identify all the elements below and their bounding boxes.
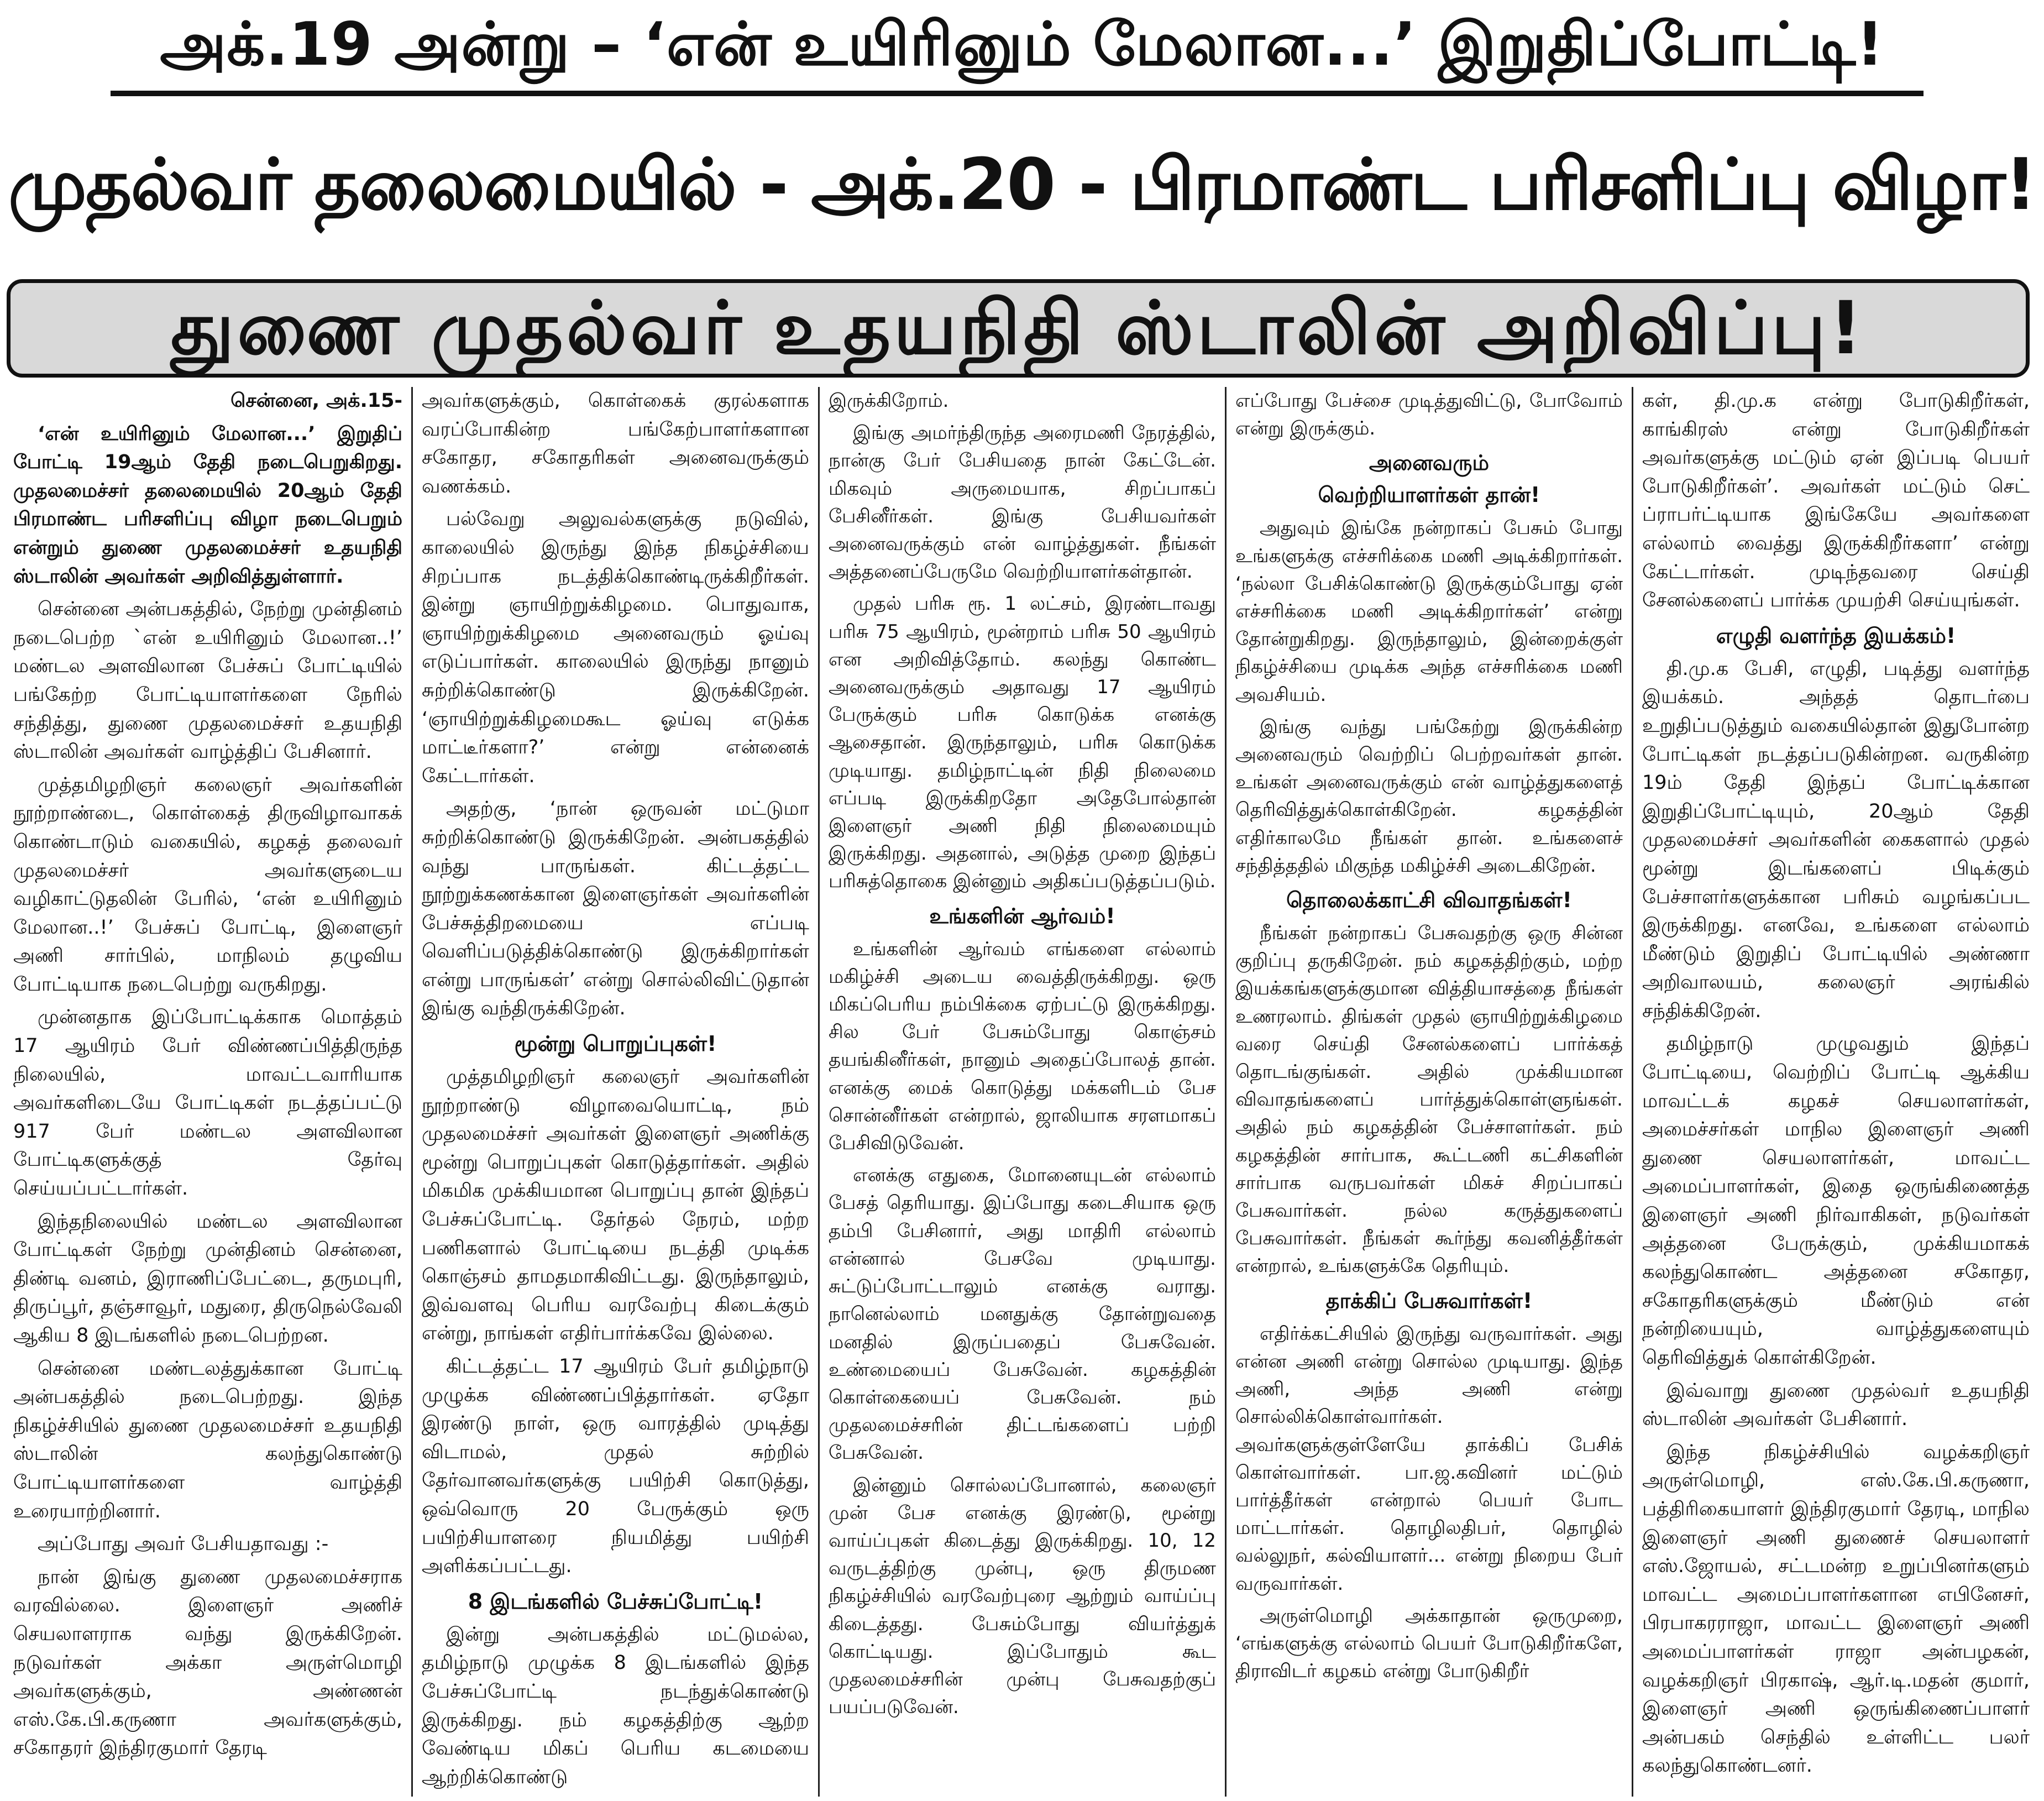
main-headline: முதல்வர் தலைமையில் - அக்.20 - பிரமாண்ட பரிசளிப்பு விழா! (8, 144, 2036, 226)
paragraph: அவர்களுக்கும், கொள்கைக் குரல்களாக வரப்போகின்ற பங்கேற்பாளர்களான சகோதர, சகோதரிகள் அனைவருக்கும் வணக்கம். (422, 390, 809, 498)
paragraph: எனக்கு எதுகை, மோனையுடன் எல்லாம் பேசத் தெரியாது. இப்போது கடைசியாக ஒரு தம்பி பேசினார், அது மாதிரி எல்லாம் என்னால் பேசவே முடியாது. சுட்டுப்போட்டாலும் எனக்கு வராது. நானெல்லாம் மனதுக்கு தோன்றுவதை மனதில் இருப்பதைப் பேசுவேன். உண்மையைப் பேசுவேன். கழகத்தின் கொள்கையைப் பேசுவேன். நம் முதலமைச்சரின் திட்டங்களைப் பற்றி பேசுவேன். (829, 1164, 1216, 1464)
paragraph: பல்வேறு அலுவல்களுக்கு நடுவில், காலையில் இருந்து இந்த நிகழ்ச்சியை சிறப்பாக நடத்திக்கொண்டிருக்கிறீர்கள். இன்று ஞாயிற்றுக்கிழமை. பொதுவாக, ஞாயிற்றுக்கிழமை அனைவரும் ஓய்வு எடுப்பார்கள். காலையில் இருந்து நானும் சுற்றிக்கொண்டு இருக்கிறேன். ‘ஞாயிற்றுக்கிழமைகூட ஓய்வு எடுக்க மாட்டீர்களா?’ என்று என்னைக் கேட்டார்கள். (422, 508, 809, 787)
paragraph: இன்னும் சொல்லப்போனால், கலைஞர் முன் பேச எனக்கு இரண்டு, மூன்று வாய்ப்புகள் கிடைத்து இருக்கிறது. 10, 12 வருடத்திற்கு முன்பு, ஒரு திருமண நிகழ்ச்சியில் வரவேற்புரை ஆற்றும் வாய்ப்பு கிடைத்தது. பேசும்போது வியர்த்துக் கொட்டியது. இப்போதும் கூட முதலமைச்சரின் முன்பு பேசுவதற்குப் பயப்படுவேன். (829, 1474, 1216, 1719)
subheading: 8 இடங்களில் பேச்சுப்போட்டி! (468, 1589, 763, 1614)
column-4 (1225, 387, 1632, 1797)
subheading: உங்களின் ஆர்வம்! (929, 903, 1115, 928)
paragraph: அருள்மொழி அக்காதான் ஒருமுறை, ‘எங்களுக்கு எல்லாம் பெயர் போடுகிறீர்களே, திராவிடர் கழகம் என்று போடுகிறீர் (1235, 1604, 1623, 1683)
paragraph: இந்தநிலையில் மண்டல அளவிலான போட்டிகள் நேற்று முன்தினம் சென்னை, திண்டி வனம், இராணிப்பேட்டை, தருமபுரி, திருப்பூர், தஞ்சாவூர், மதுரை, திருநெல்வேலி ஆகிய 8 இடங்களில் நடைபெற்றன. (13, 1210, 402, 1347)
paragraph: தமிழ்நாடு முழுவதும் இந்தப் போட்டியை, வெற்றிப் போட்டி ஆக்கிய மாவட்டக் கழகச் செயலாளர்கள், அமைச்சர்கள் மாநில இளைஞர் அணி துணை செயலாளர்கள், மாவட்ட அமைப்பாளர்கள், இதை ஒருங்கிணைத்த இளைஞர் அணி நிர்வாகிகள், நடுவர்கள் அத்தனை பேருக்கும், முக்கியமாகக் கலந்துகொண்ட அத்தனை சகோதர, சகோதரிகளுக்கும் மீண்டும் என் நன்றியையும், வாழ்த்துகளையும் தெரிவித்துக் கொள்கிறேன். (1642, 1033, 2030, 1369)
paragraph: நான் இங்கு துணை முதலமைச்சராக வரவில்லை. இளைஞர் அணிச் செயலாளராக வந்து இருக்கிறேன். நடுவர்கள் அக்கா அருள்மொழி அவர்களுக்கும், அண்ணன் எஸ்.கே.பி.கருணா அவர்களுக்கும், சகோதரர் இந்திரகுமார் தேரடி (13, 1566, 402, 1760)
headline-rule-top (111, 91, 1924, 96)
paragraph: கிட்டத்தட்ட 17 ஆயிரம் பேர் தமிழ்நாடு முழுக்க விண்ணப்பித்தார்கள். ஏதோ இரண்டு நாள், ஒரு வாரத்தில் முடித்து விடாமல், முதல் சுற்றில் தேர்வானவர்களுக்கு பயிற்சி கொடுத்து, ஒவ்வொரு 20 பேருக்கும் ஒரு பயிற்சியாளரை நியமித்து பயிற்சி அளிக்கப்பட்டது. (422, 1355, 809, 1578)
subheading: அனைவரும் (1369, 451, 1490, 475)
subheading: வெற்றியாளர்கள் தான்! (1318, 483, 1540, 507)
column-1 (4, 387, 411, 1797)
subheading: மூன்று பொறுப்புகள்! (514, 1032, 717, 1056)
subheading: தொலைக்காட்சி விவாதங்கள்! (1286, 888, 1572, 913)
paragraph: அதற்கு, ‘நான் ஒருவன் மட்டுமா சுற்றிக்கொண்டு இருக்கிறேன். அன்பகத்தில் வந்து பாருங்கள். கிட்டத்தட்ட நூற்றுக்கணக்கான இளைஞர்கள் அவர்களின் பேச்சுத்திறமையை எப்படி வெளிப்படுத்திக்கொண்டு இருக்கிறார்கள் என்று பாருங்கள்’ என்று சொல்லிவிட்டுதான் இங்கு வந்திருக்கிறேன். (422, 798, 809, 1020)
paragraph: முத்தமிழறிஞர் கலைஞர் அவர்களின் நூற்றாண்டு விழாவையொட்டி, நம் முதலமைச்சர் அவர்கள் இளைஞர் அணிக்கு மூன்று பொறுப்புகள் கொடுத்தார்கள். அதில் மிகமிக முக்கியமான பொறுப்பு தான் இந்தப் பேச்சுப்போட்டி. தேர்தல் நேரம், மற்ற பணிகளால் போட்டியை நடத்தி முடிக்க கொஞ்சம் தாமதமாகிவிட்டது. இருந்தாலும், இவ்வளவு பெரிய வரவேற்பு கிடைக்கும் என்று, நாங்கள் எதிர்பார்க்கவே இல்லை. (422, 1066, 809, 1345)
paragraph: முதல் பரிசு ரூ. 1 லட்சம், இரண்டாவது பரிசு 75 ஆயிரம், மூன்றாம் பரிசு 50 ஆயிரம் என அறிவித்தோம். கலந்து கொண்ட அனைவருக்கும் அதாவது 17 ஆயிரம் பேருக்கும் பரிசு கொடுக்க எனக்கு ஆசைதான். இருந்தாலும், பரிசு கொடுக்க முடியாது. தமிழ்நாட்டின் நிதி நிலைமை எப்படி இருக்கிறதோ அதேபோல்தான் இளைஞர் அணி நிதி நிலைமையும் இருக்கிறது. அதனால், அடுத்த முறை இந்தப் பரிசுத்தொகை இன்னும் அதிகப்படுத்தப்படும். (829, 593, 1216, 893)
sub-headline-banner: துணை முதல்வர் உதயநிதி ஸ்டாலின் அறிவிப்பு! (7, 279, 2030, 378)
paragraph: நீங்கள் நன்றாகப் பேசுவதற்கு ஒரு சின்ன குறிப்பு தருகிறேன். நம் கழகத்திற்கும், மற்ற இயக்கங்களுக்குமான வித்தியாசத்தை நீங்கள் உணரலாம். திங்கள் முதல் ஞாயிற்றுக்கிழமை வரை செய்தி சேனல்களைப் பார்க்கத் தொடங்குங்கள். அதில் முக்கியமான விவாதங்களைப் பார்த்துக்கொள்ளுங்கள். அதில் நம் கழகத்தின் பேச்சாளர்கள். நம் கழகத்தின் சார்பாக, கூட்டணி கட்சிகளின் சார்பாக வருபவர்கள் மிகச் சிறப்பாகப் பேசுவார்கள். நல்ல கருத்துகளைப் பேசுவார்கள். நீங்கள் கூர்ந்து கவனித்தீர்கள் என்றால், உங்களுக்கே தெரியும். (1235, 922, 1623, 1278)
column-3 (818, 387, 1225, 1797)
paragraph: எதிர்க்கட்சியில் இருந்து வருவார்கள். அது என்ன அணி என்று சொல்ல முடியாது. இந்த அணி, அந்த அணி என்று சொல்லிக்கொள்வார்கள். அவர்களுக்குள்ளேயே தாக்கிப் பேசிக் கொள்வார்கள். பா.ஜ.கவினர் மட்டும் பார்த்தீர்கள் என்றால் பெயர் போட மாட்டார்கள். தொழிலதிபர், தொழில் வல்லுநர், கல்வியாளர்... என்று நிறைய பேர் வருவார்கள். (1235, 1322, 1623, 1595)
paragraph: இவ்வாறு துணை முதல்வர் உதயநிதி ஸ்டாலின் அவர்கள் பேசினார். (1642, 1379, 2030, 1431)
paragraph: தி.மு.க பேசி, எழுதி, படித்து வளர்ந்த இயக்கம். அந்தத் தொடர்பை உறுதிப்படுத்தும் வகையில்தான் இதுபோன்ற போட்டிகள் நடத்தப்படுகின்றன. வருகின்ற 19ம் தேதி இந்தப் போட்டிக்கான இறுதிப்போட்டியும், 20ஆம் தேதி முதலமைச்சர் அவர்களின் கைகளால் முதல் மூன்று இடங்களைப் பிடிக்கும் பேச்சாளர்களுக்கான பரிசும் வழங்கப்பட இருக்கிறது. எனவே, உங்களை எல்லாம் மீண்டும் இறுதிப் போட்டியில் அண்ணா அறிவாலயம், கலைஞர் அரங்கில் சந்திக்கிறேன். (1642, 657, 2030, 1022)
kicker-headline: அக்.19 அன்று – ‘என் உயிரினும் மேலான...’ இறுதிப்போட்டி! (160, 10, 1884, 79)
paragraph: முத்தமிழறிஞர் கலைஞர் அவர்களின் நூற்றாண்டை, கொள்கைத் திருவிழாவாகக் கொண்டாடும் வகையில், கழகத் தலைவர் முதலமைச்சர் அவர்களுடைய வழிகாட்டுதலின் பேரில், ‘என் உயிரினும் மேலான..!’ பேச்சுப் போட்டி, இளைஞர் அணி சார்பில், மாநிலம் தழுவிய போட்டியாக நடைபெற்று வருகிறது. (13, 773, 402, 996)
paragraph: இங்கு வந்து பங்கேற்று இருக்கின்ற அனைவரும் வெற்றிப் பெற்றவர்கள் தான். உங்கள் அனைவருக்கும் என் வாழ்த்துகளைத் தெரிவித்துக்கொள்கிறேன். கழகத்தின் எதிர்காலமே நீங்கள் தான். உங்களைச் சந்தித்ததில் மிகுந்த மகிழ்ச்சி அடைகிறேன். (1235, 715, 1623, 877)
subheading: தாக்கிப் பேசுவார்கள்! (1325, 1288, 1533, 1313)
paragraph: இந்த நிகழ்ச்சியில் வழக்கறிஞர் அருள்மொழி, எஸ்.கே.பி.கருணா, பத்திரிகையாளர் இந்திரகுமார் தேரடி, மாநில இளைஞர் அணி துணைச் செயலாளர் எஸ்.ஜோயல், சட்டமன்ற உறுப்பினர்களும் மாவட்ட அமைப்பாளர்களான எபினேசர், பிரபாகரராஜா, மாவட்ட இளைஞர் அணி அமைப்பாளர்கள் ராஜா அன்பழகன், வழக்கறிஞர் பிரகாஷ், ஆர்.டி.மதன் குமார், இளைஞர் அணி ஒருங்கிணைப்பாளர் அன்பகம் செந்தில் உள்ளிட்ட பலர் கலந்துகொண்டனர். (1642, 1441, 2030, 1777)
dateline: சென்னை, அக்.15- (230, 390, 402, 412)
paragraph: அப்போது அவர் பேசியதாவது :- (38, 1533, 329, 1556)
paragraph: சென்னை மண்டலத்துக்கான போட்டி அன்பகத்தில் நடைபெற்றது. இந்த நிகழ்ச்சியில் துணை முதலமைச்சர் உதயநிதி ஸ்டாலின் கலந்துகொண்டு போட்டியாளர்களை வாழ்த்தி உரையாற்றினார். (13, 1357, 402, 1522)
column-5 (1632, 387, 2038, 1797)
paragraph: கள், தி.மு.க என்று போடுகிறீர்கள், காங்கிரஸ் என்று போடுகிறீர்கள் அவர்களுக்கு மட்டும் ஏன் இப்படி பெயர் போடுகிறீர்கள்’. அவர்கள் மட்டும் செட் ப்ராபர்ட்டியாக இங்கேயே அவர்களை எல்லாம் வைத்து இருக்கிறீர்களா’ என்று கேட்டார்கள். முடிந்தவரை செய்தி சேனல்களைப் பார்க்க முயற்சி செய்யுங்கள். (1642, 390, 2030, 612)
article-body (4, 387, 2040, 1797)
lead-paragraph: ‘என் உயிரினும் மேலான...’ இறுதிப் போட்டி 19ஆம் தேதி நடைபெறுகிறது. முதலமைச்சர் தலைமையில் 20ஆம் தேதி பிரமாண்ட பரிசளிப்பு விழா நடைபெறும் என்றும் துணை முதலமைச்சர் உதயநிதி ஸ்டாலின் அவர்கள் அறிவித்துள்ளார். (13, 422, 402, 588)
paragraph: உங்களின் ஆர்வம் எங்களை எல்லாம் மகிழ்ச்சி அடைய வைத்திருக்கிறது. ஒரு மிகப்பெரிய நம்பிக்கை ஏற்பட்டு இருக்கிறது. சில பேர் பேசும்போது கொஞ்சம் தயங்கினீர்கள், நானும் அதைப்போலத் தான். எனக்கு மைக் கொடுத்து மக்களிடம் பேச சொன்னீர்கள் என்றால், ஜாலியாக சரளமாகப் பேசிவிடுவேன். (829, 938, 1216, 1155)
paragraph: இன்று அன்பகத்தில் மட்டுமல்ல, தமிழ்நாடு முழுக்க 8 இடங்களில் இந்த பேச்சுப்போட்டி நடந்துக்கொண்டு இருக்கிறது. நம் கழகத்திற்கு ஆற்ற வேண்டிய மிகப் பெரிய கடமையை ஆற்றிக்கொண்டு (422, 1623, 809, 1788)
paragraph: சென்னை அன்பகத்தில், நேற்று முன்தினம் நடைபெற்ற `என் உயிரினும் மேலான..!’ மண்டல அளவிலான பேச்சுப் போட்டியில் பங்கேற்ற போட்டியாளர்களை நேரில் சந்தித்து, துணை முதலமைச்சர் உதயநிதி ஸ்டாலின் அவர்கள் வாழ்த்திப் பேசினார். (13, 598, 402, 763)
paragraph: அதுவும் இங்கே நன்றாகப் பேசும் போது உங்களுக்கு எச்சரிக்கை மணி அடிக்கிறார்கள். ‘நல்லா பேசிக்கொண்டு இருக்கும்போது ஏன் எச்சரிக்கை மணி அடிக்கிறார்கள்’ என்று தோன்றுகிறது. இருந்தாலும், இன்றைக்குள் நிகழ்ச்சியை முடிக்க அந்த எச்சரிக்கை மணி அவசியம். (1235, 517, 1623, 706)
paragraph: எப்போது பேச்சை முடித்துவிட்டு, போவோம் என்று இருக்கும். (1235, 390, 1623, 440)
paragraph: இங்கு அமர்ந்திருந்த அரைமணி நேரத்தில், நான்கு பேர் பேசியதை நான் கேட்டேன். மிகவும் அருமையாக, சிறப்பாகப் பேசினீர்கள். இங்கு பேசியவர்கள் அனைவருக்கும் என் வாழ்த்துகள். நீங்கள் அத்தனைப்பேருமே வெற்றியாளர்கள்தான். (829, 422, 1216, 583)
column-2 (411, 387, 818, 1797)
paragraph: இருக்கிறோம். (829, 390, 949, 412)
paragraph: முன்னதாக இப்போட்டிக்காக மொத்தம் 17 ஆயிரம் பேர் விண்ணப்பித்திருந்த நிலையில், மாவட்டவாரியாக அவர்களிடையே போட்டிகள் நடத்தப்பட்டு 917 பேர் மண்டல அளவிலான போட்டிகளுக்குத் தேர்வு செய்யப்பட்டார்கள். (13, 1006, 402, 1200)
subheading: எழுதி வளர்ந்த இயக்கம்! (1716, 623, 1956, 648)
